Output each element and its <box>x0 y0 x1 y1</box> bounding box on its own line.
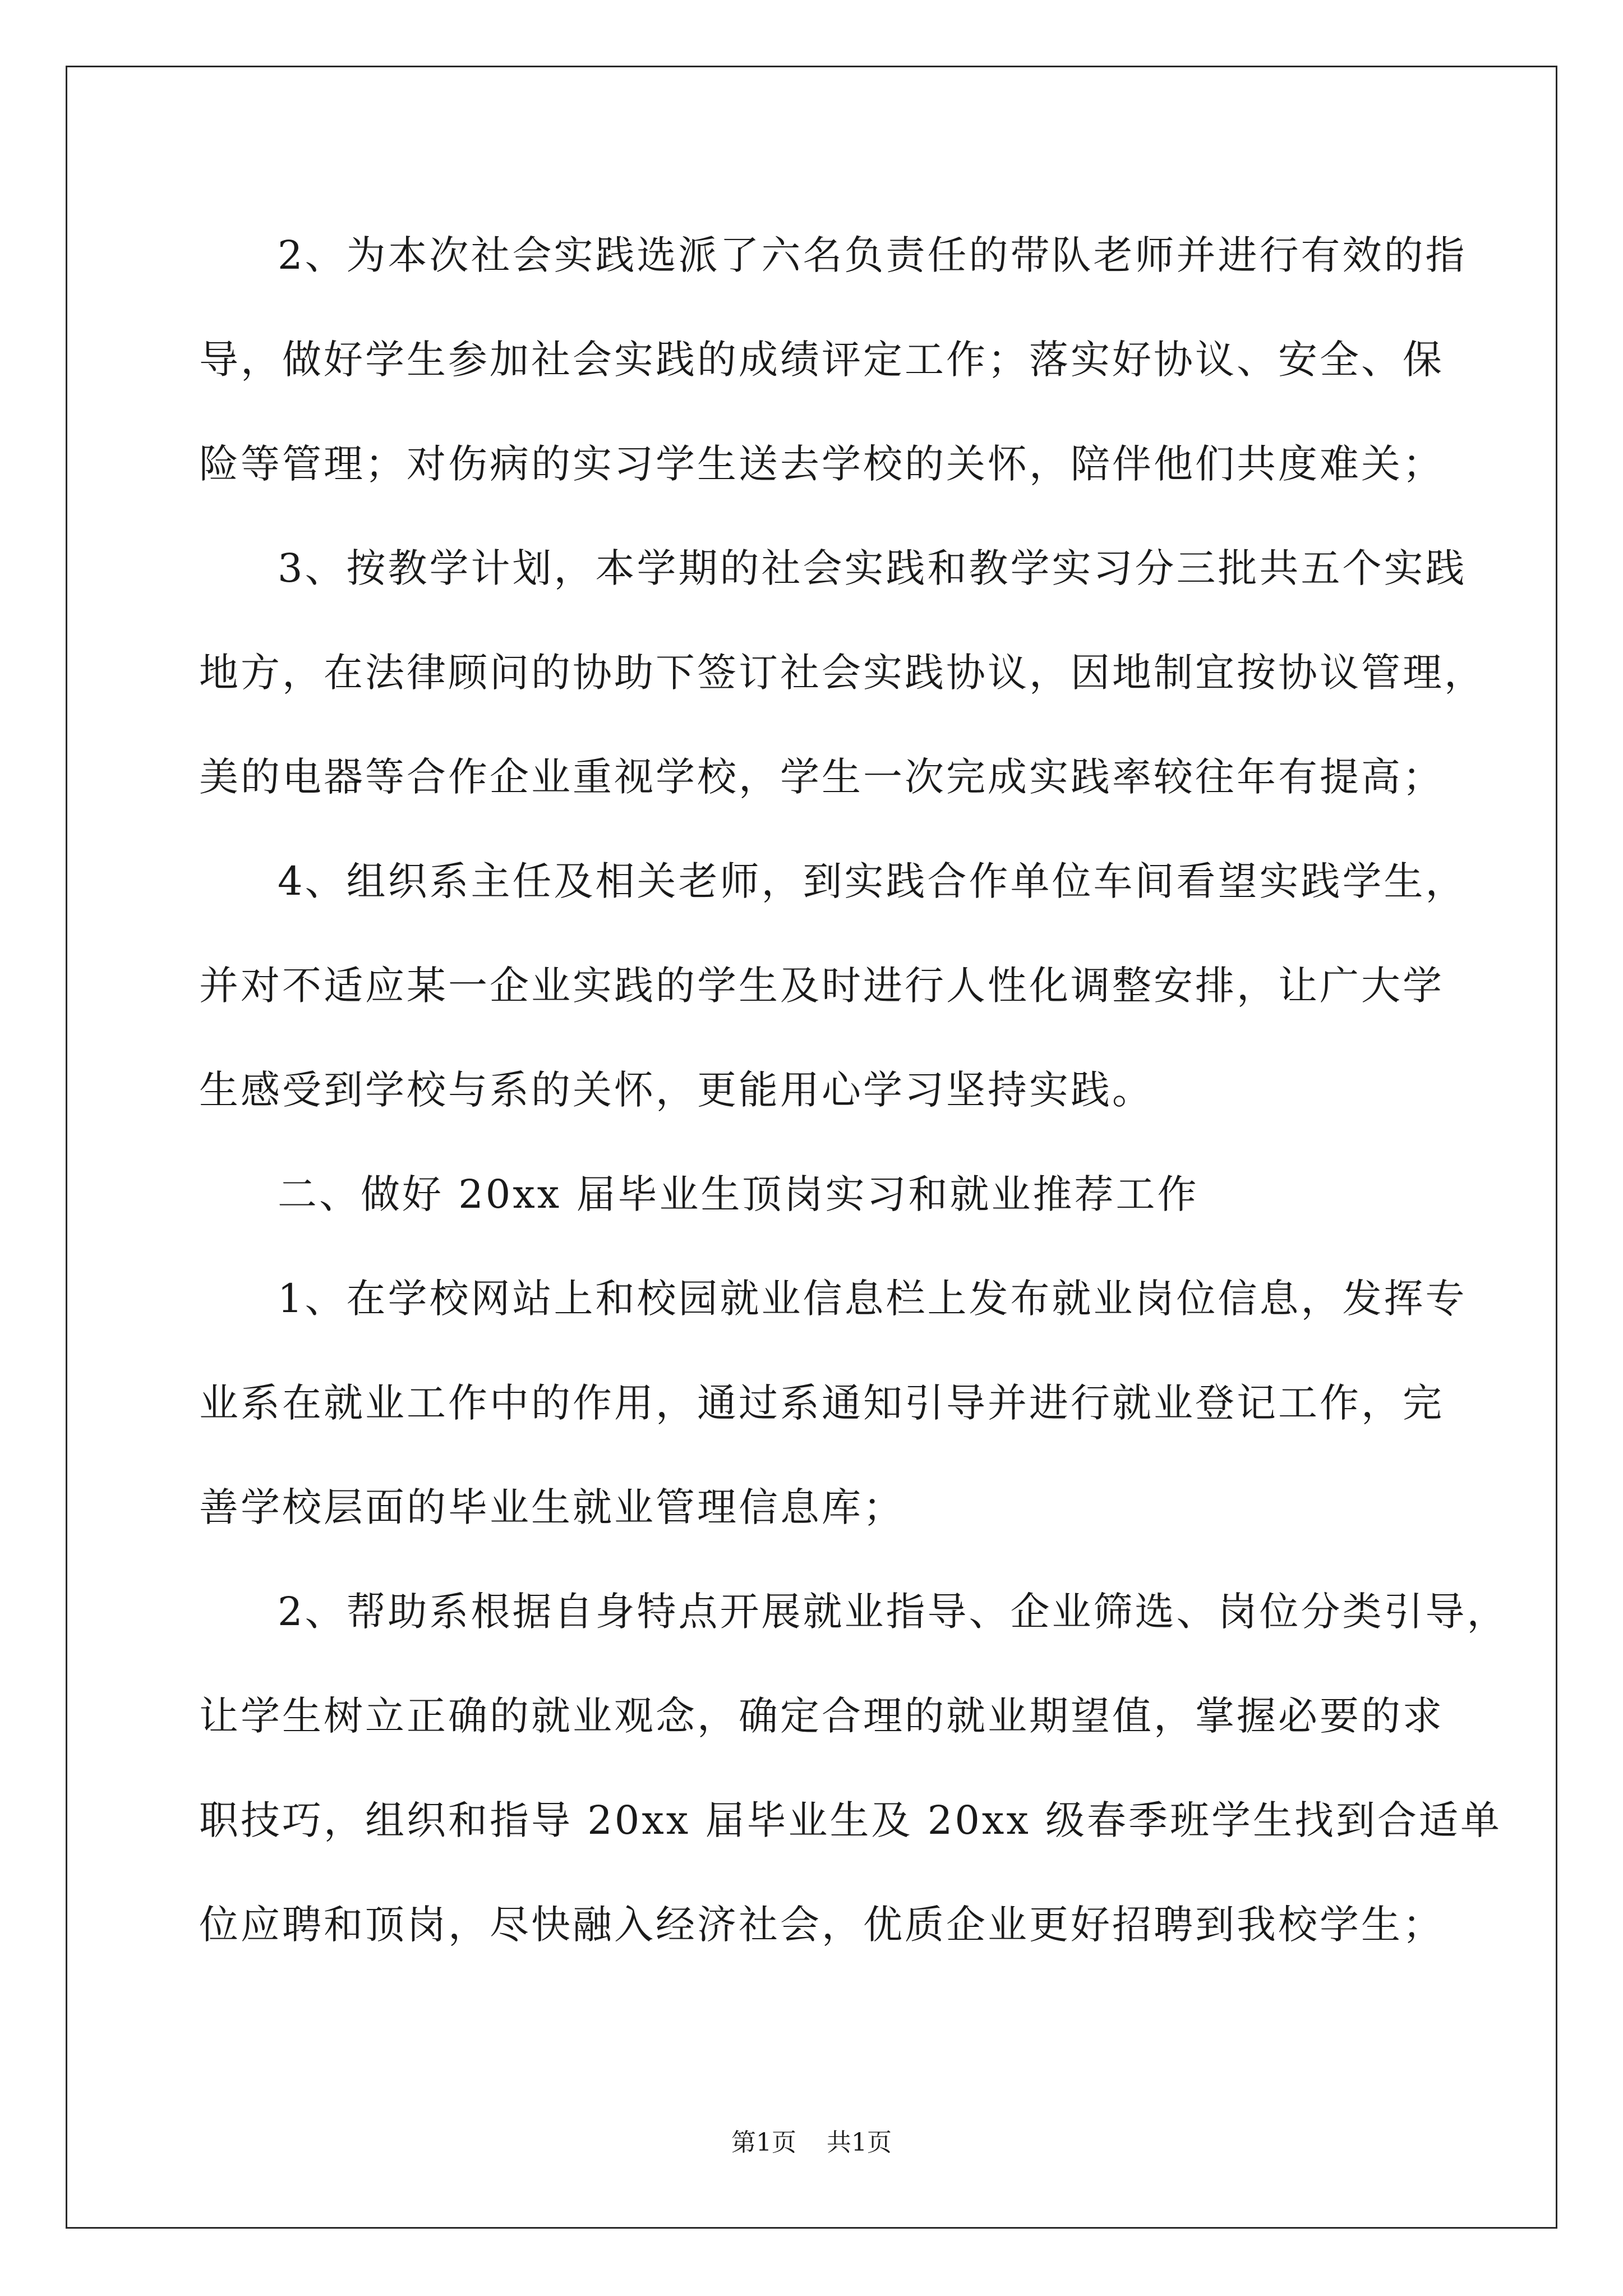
paragraph-line: 生感受到学校与系的关怀，更能用心学习坚持实践。 <box>199 1067 1154 1113</box>
paragraph-line: 地方，在法律顾问的协助下签订社会实践协议，因地制宜按协议管理， <box>199 650 1486 696</box>
paragraph-line: 导，做好学生参加社会实践的成绩评定工作；落实好协议、安全、保 <box>199 337 1444 383</box>
section-heading: 二、做好 20xx 届毕业生顶岗实习和就业推荐工作 <box>278 1171 1199 1217</box>
paragraph-line: 3、按教学计划，本学期的社会实践和教学实习分三批共五个实践 <box>278 545 1467 591</box>
paragraph-line: 险等管理；对伤病的实习学生送去学校的关怀，陪伴他们共度难关； <box>199 441 1444 487</box>
page-footer <box>0 2126 1623 2160</box>
total-pages: 共1页 <box>827 2128 892 2157</box>
paragraph-line: 位应聘和顶岗，尽快融入经济社会，优质企业更好招聘到我校学生； <box>199 1902 1444 1948</box>
paragraph-line: 并对不适应某一企业实践的学生及时进行人性化调整安排，让广大学 <box>199 963 1444 1009</box>
paragraph-line: 职技巧，组织和指导 20xx 届毕业生及 20xx 级春季班学生找到合适单 <box>199 1797 1502 1843</box>
paragraph-line: 善学校层面的毕业生就业管理信息库； <box>199 1484 905 1530</box>
paragraph-line: 2、为本次社会实践选派了六名负责任的带队老师并进行有效的指 <box>278 232 1467 278</box>
paragraph-line: 业系在就业工作中的作用，通过系通知引导并进行就业登记工作，完 <box>199 1380 1444 1426</box>
paragraph-line: 2、帮助系根据自身特点开展就业指导、企业筛选、岗位分类引导， <box>278 1589 1509 1635</box>
paragraph-line: 4、组织系主任及相关老师，到实践合作单位车间看望实践学生， <box>278 858 1467 904</box>
document-body <box>199 203 1509 1977</box>
paragraph-line: 美的电器等合作企业重视学校，学生一次完成实践率较往年有提高； <box>199 754 1444 800</box>
page-number: 第1页 <box>731 2128 796 2157</box>
paragraph-line: 1、在学校网站上和校园就业信息栏上发布就业岗位信息，发挥专 <box>278 1276 1467 1322</box>
paragraph-line: 让学生树立正确的就业观念，确定合理的就业期望值，掌握必要的求 <box>199 1693 1444 1739</box>
